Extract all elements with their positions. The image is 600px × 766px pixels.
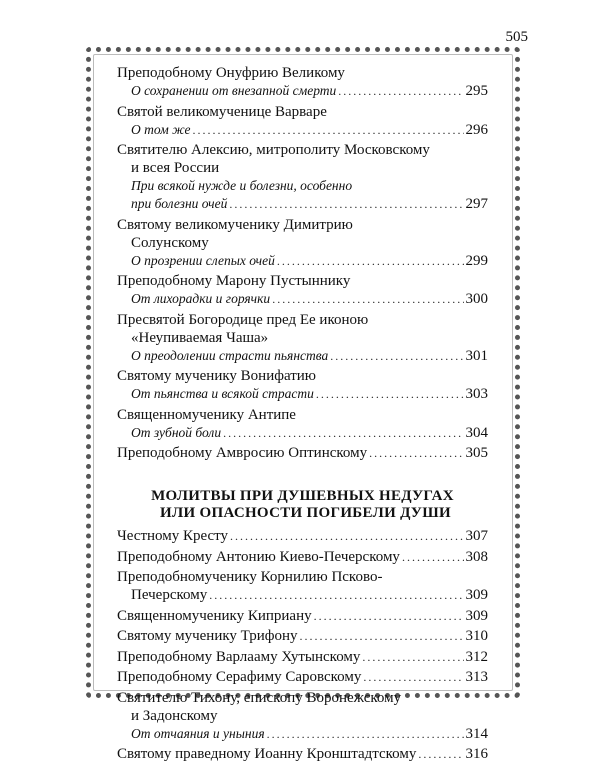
entry-title: Священномученику Киприану	[117, 607, 312, 624]
dot-leader	[277, 252, 464, 270]
toc-entry	[117, 272, 488, 308]
dot-leader	[418, 745, 463, 763]
toc-entry	[117, 367, 488, 403]
entry-title: Святой великомученице Варваре	[117, 103, 327, 120]
entry-subtitle-row	[117, 424, 488, 442]
entry-subtitle-row	[117, 347, 488, 365]
page-ref: 295	[465, 83, 488, 99]
dot-leader	[209, 586, 463, 604]
page-ref: 309	[465, 607, 488, 624]
section-heading-line: ИЛИ ОПАСНОСТИ ПОГИБЕЛИ ДУШИ	[160, 505, 451, 521]
toc-entry	[117, 607, 488, 625]
entry-title: Священномученику Антипе	[117, 406, 296, 423]
toc-entry	[117, 216, 488, 270]
dot-leader	[369, 444, 463, 462]
section-heading	[117, 488, 488, 522]
entry-subtitle: О сохранении от внезапной смерти	[131, 83, 337, 98]
toc-entry	[117, 444, 488, 462]
page-ref: 304	[465, 424, 488, 441]
entry-subtitle-row	[117, 121, 488, 139]
dot-leader	[192, 121, 463, 139]
page-ref: 300	[465, 291, 488, 307]
entry-title: Святому великомученику Димитрию	[117, 216, 353, 233]
page-ref: 303	[465, 386, 488, 402]
page-ref: 296	[465, 121, 488, 138]
toc-entry	[117, 406, 488, 442]
page-ref: 312	[465, 648, 488, 665]
toc-entry	[117, 311, 488, 365]
toc-entry	[117, 648, 488, 666]
entry-subtitle-row	[117, 82, 488, 100]
page-number: 505	[505, 29, 528, 45]
entry-subtitle: О прозрении слепых очей	[131, 252, 275, 268]
entry-subtitle: От зубной боли	[131, 424, 222, 440]
entry-title: Честному Кресту	[117, 528, 229, 544]
dot-leader	[223, 424, 463, 442]
dot-leader	[402, 548, 464, 566]
entry-subtitle-row	[117, 252, 488, 270]
dot-leader	[229, 195, 463, 213]
entry-title: Святому мученику Вонифатию	[117, 368, 317, 384]
toc-entry	[117, 141, 488, 213]
entry-title: Святителю Тихону, епископу Воронежскому	[117, 689, 402, 706]
entry-subtitle: при болезни очей	[131, 196, 228, 211]
section-heading-line: МОЛИТВЫ ПРИ ДУШЕВНЫХ НЕДУГАХ	[151, 488, 454, 504]
entry-row	[117, 548, 488, 566]
entry-subtitle: О преодолении страсти пьянства	[131, 347, 329, 363]
dot-leader	[363, 668, 463, 686]
entry-title: Преподобному Марону Пустыннику	[117, 273, 351, 289]
page-ref: 313	[465, 669, 488, 685]
entry-title: Преподобному Амвросию Оптинскому	[117, 445, 368, 461]
entry-title-continued: и Задонскому	[131, 707, 218, 724]
entry-row	[117, 586, 488, 604]
entry-title-continued: Солунскому	[131, 234, 209, 251]
entry-subtitle: При всякой нужде и болезни, особенно	[131, 178, 353, 193]
entry-title-continued: «Неупиваемая Чаша»	[131, 329, 269, 346]
entry-row	[117, 607, 488, 625]
toc-entry	[117, 627, 488, 645]
toc-entry	[117, 668, 488, 686]
page-ref: 301	[465, 347, 488, 364]
toc-entry	[117, 548, 488, 566]
entry-title: Преподобномученику Корнилию Псково-	[117, 569, 383, 585]
dot-leader	[330, 347, 463, 365]
entry-subtitle-row	[117, 195, 488, 213]
dot-leader	[362, 648, 463, 666]
dot-leader	[316, 385, 464, 403]
dot-leader	[314, 607, 464, 625]
toc-entry	[117, 689, 488, 743]
entry-subtitle: От лихорадки и горячки	[131, 291, 271, 306]
entry-title: Преподобному Варлааму Хутынскому	[117, 648, 361, 665]
entry-subtitle: О том же	[131, 121, 191, 137]
dot-leader	[230, 527, 463, 545]
table-of-contents	[117, 64, 488, 766]
entry-subtitle: От пьянства и всякой страсти	[131, 386, 314, 401]
page-ref: 299	[465, 252, 488, 269]
page-ref: 305	[465, 445, 488, 461]
dot-leader	[300, 627, 464, 645]
entry-row	[117, 648, 488, 666]
entry-subtitle: От отчаяния и уныния	[131, 725, 265, 741]
page-ref: 307	[465, 528, 488, 544]
page-ref: 316	[465, 746, 488, 762]
toc-entry	[117, 745, 488, 763]
entry-title: Святому праведному Иоанну Кронштадтскому	[117, 746, 417, 762]
entry-title: Пресвятой Богородице пред Ее иконою	[117, 311, 369, 328]
toc-entry	[117, 527, 488, 545]
page-ref: 314	[465, 725, 488, 742]
entry-row	[117, 745, 488, 763]
page-ref: 308	[465, 548, 488, 565]
entry-title: Преподобному Антонию Киево-Печерскому	[117, 548, 400, 565]
entry-row	[117, 627, 488, 645]
entry-row	[117, 527, 488, 545]
dot-leader	[272, 290, 463, 308]
entry-subtitle-row	[117, 290, 488, 308]
entry-title: Святителю Алексию, митрополиту Московскому	[117, 142, 430, 158]
dot-leader	[338, 82, 463, 100]
toc-entry	[117, 64, 488, 100]
entry-row	[117, 444, 488, 462]
entry-title: Преподобному Серафиму Саровскому	[117, 669, 362, 685]
toc-entry	[117, 103, 488, 139]
entry-subtitle-row	[117, 385, 488, 403]
entry-title: Святому мученику Трифону	[117, 628, 298, 644]
entry-row	[117, 668, 488, 686]
page-ref: 297	[465, 196, 488, 212]
page-ref: 309	[465, 587, 488, 603]
entry-title-continued: Печерскому	[131, 587, 208, 603]
dot-leader	[267, 725, 464, 743]
entry-subtitle-row	[117, 725, 488, 743]
entry-title: Преподобному Онуфрию Великому	[117, 65, 345, 81]
toc-entry	[117, 568, 488, 604]
page-ref: 310	[465, 628, 488, 644]
entry-title-continued: и всея России	[131, 160, 220, 176]
